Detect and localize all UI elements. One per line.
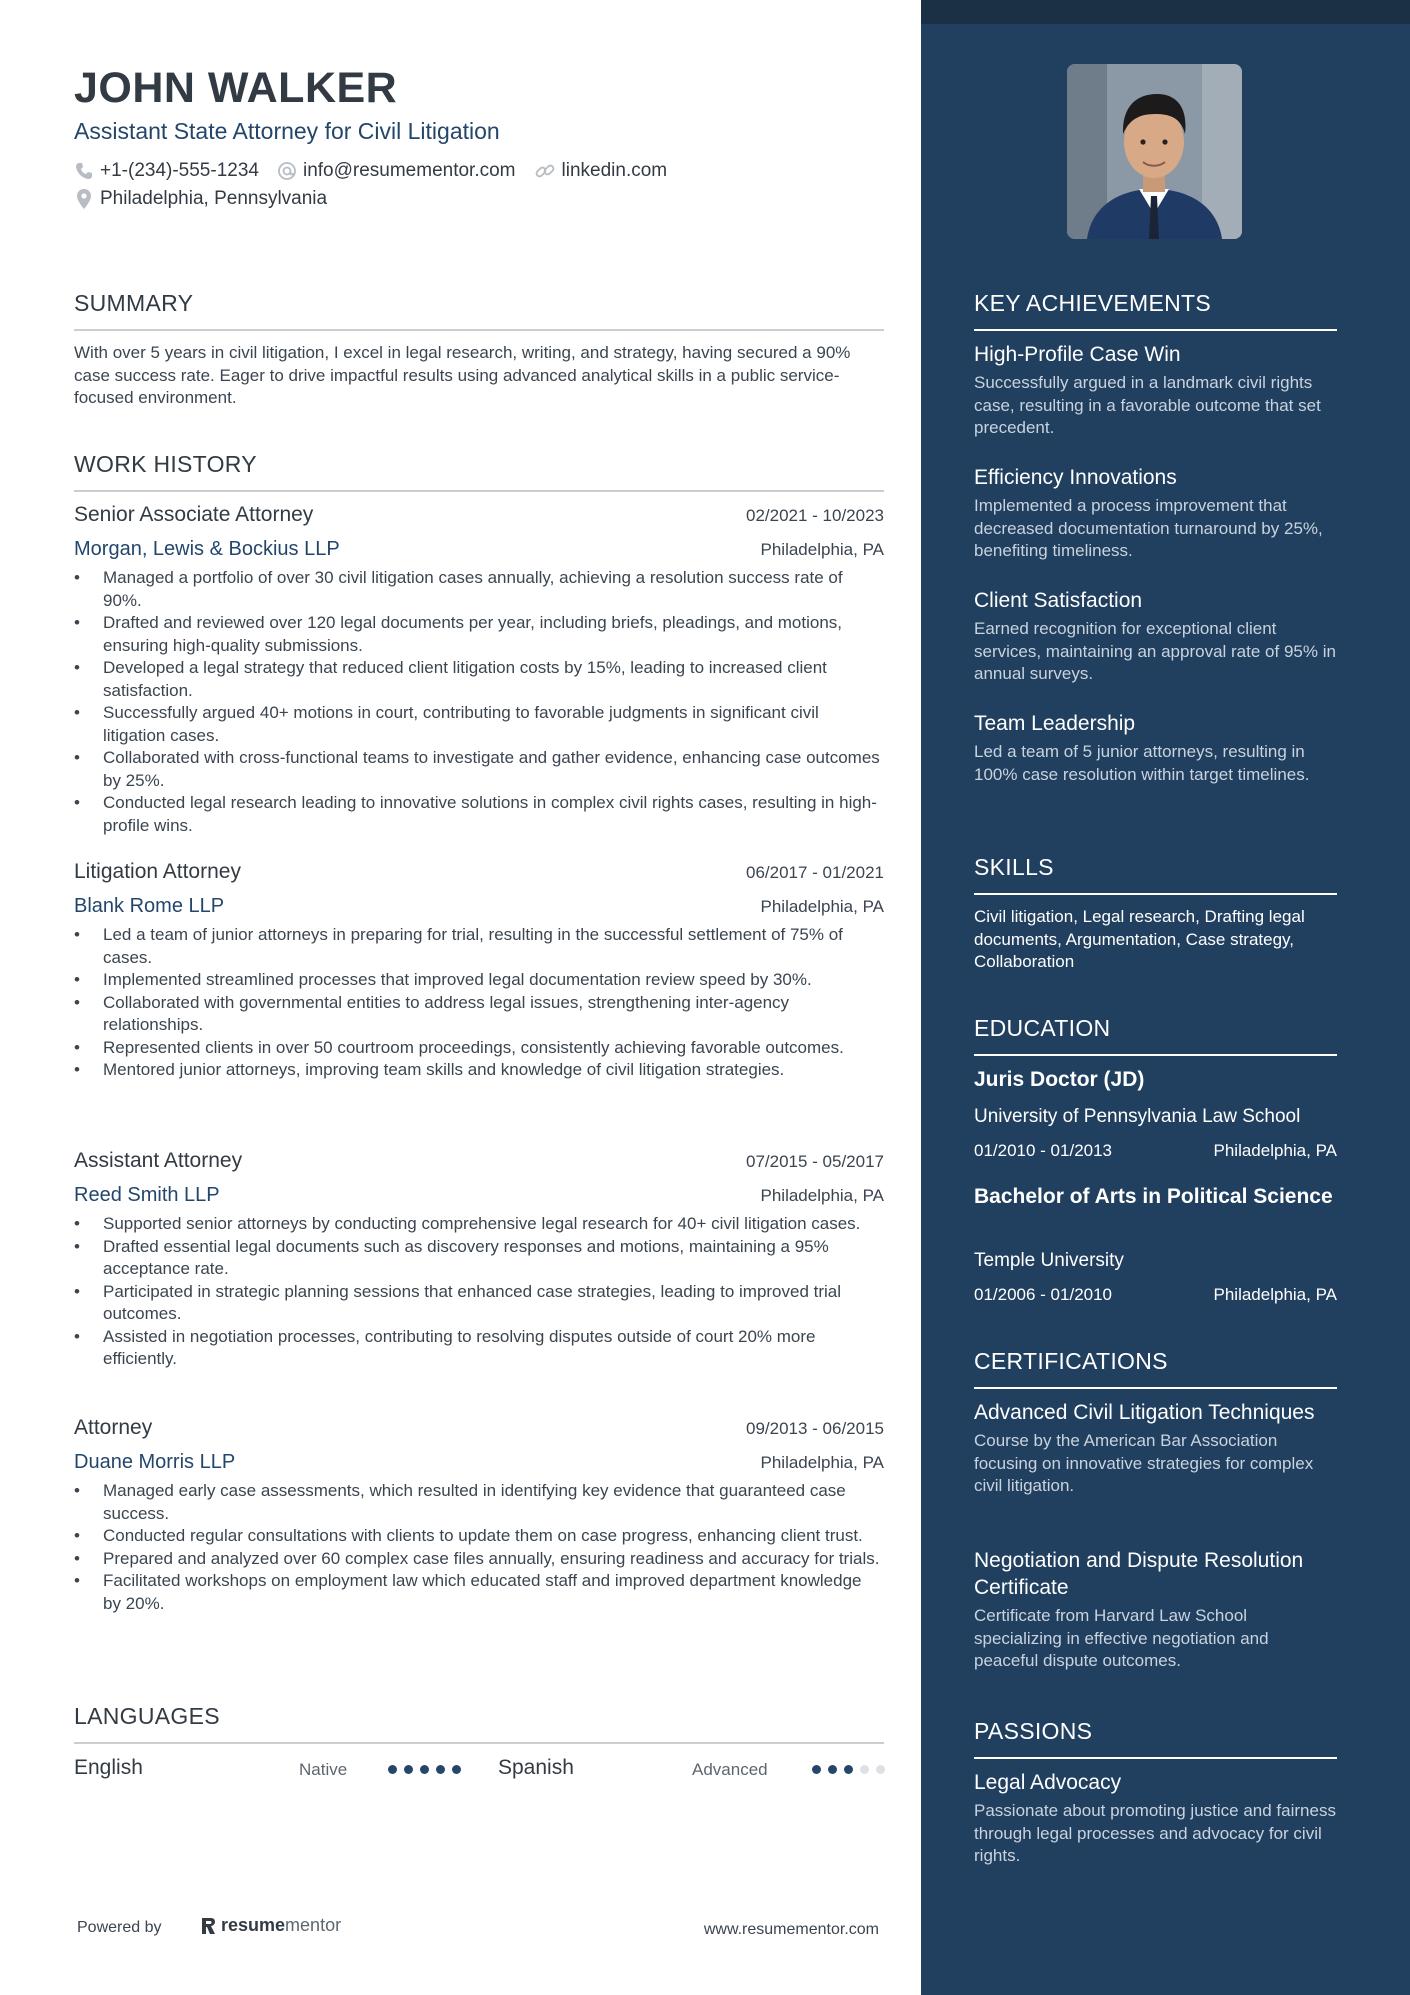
achievement-desc: Successfully argued in a landmark civil rights case, resulting in a favorable outcome that set precedent. [974,373,1321,437]
contact-row-2 [74,188,345,210]
phone-icon [74,161,94,181]
certification-item [974,1399,1337,1498]
passions-heading: PASSIONS [974,1718,1093,1744]
achievements-heading: KEY ACHIEVEMENTS [974,290,1212,316]
job-role: Attorney [74,1416,153,1439]
job-bullets [74,924,884,1082]
achievement-title: Client Satisfaction [974,589,1143,612]
certification-title: Negotiation and Dispute Resolution Certificate [974,1549,1304,1599]
languages-rule [74,1742,884,1744]
job-dates: 02/2021 - 10/2023 [745,506,884,525]
certification-desc: Course by the American Bar Association focusing on innovative strategies for complex civil litigation. [974,1431,1314,1495]
job-bullet: • Developed a legal strategy that reduced client litigation costs by 15%, leading to increased client satisfaction. [74,657,884,702]
job-role: Assistant Attorney [74,1149,243,1172]
job-company: Reed Smith LLP [74,1184,220,1206]
language-rating [388,1765,468,1774]
job-dates: 07/2015 - 05/2017 [745,1152,884,1171]
job-bullet: • Supported senior attorneys by conducting comprehensive legal research for 40+ civil litigation cases. [74,1213,884,1236]
contact-email[interactable] [277,160,516,182]
contact-linkedin[interactable] [534,160,668,182]
achievement-title: Team Leadership [974,712,1136,735]
work-history-heading: WORK HISTORY [74,451,257,477]
profile-photo [1067,64,1242,239]
linkedin-text[interactable]: linkedin.com [561,160,668,181]
job-company: Duane Morris LLP [74,1451,236,1473]
sidebar-top-band [921,0,1410,24]
summary-text: With over 5 years in civil litigation, I excel in legal research, writing, and strategy, having secured a 90% case success rate. Eager to drive impactful results using advanced analytical skills in a public service-focused environment. [74,343,851,407]
candidate-title: Assistant State Attorney for Civil Litigation [74,118,500,144]
education-heading: EDUCATION [974,1015,1111,1041]
work-history-rule [74,490,884,492]
job-bullet: • Represented clients in over 50 courtroom proceedings, consistently achieving favorable outcomes. [74,1037,884,1060]
job-bullet: • Implemented streamlined processes that improved legal documentation review speed by 30%. [74,969,884,992]
job-role: Litigation Attorney [74,860,241,883]
language-level: Advanced [692,1760,768,1779]
job-bullet: • Prepared and analyzed over 60 complex case files annually, ensuring readiness and accuracy for trials. [74,1548,884,1571]
job-location: Philadelphia, PA [760,540,884,559]
resumementor-logo[interactable] [199,1915,341,1936]
summary-rule [74,329,884,331]
languages-heading: LANGUAGES [74,1703,220,1729]
job-bullet: • Participated in strategic planning sessions that enhanced case strategies, leading to improved trial outcomes. [74,1281,884,1326]
language-level: Native [299,1760,348,1779]
language-item [74,1756,474,1786]
job-bullet: • Facilitated workshops on employment law which educated staff and improved department knowledge by 20%. [74,1570,884,1615]
education-degree: Bachelor of Arts in Political Science [974,1185,1333,1208]
achievement-item [974,710,1337,786]
job-bullet: • Successfully argued 40+ motions in court, contributing to favorable judgments in significant civil litigation cases. [74,702,884,747]
skills-text: Civil litigation, Legal research, Drafting legal documents, Argumentation, Case strategy, Collaboration [974,907,1305,971]
profile-portrait-image [1067,64,1242,239]
rating-dot-filled [844,1765,853,1774]
footer-url[interactable]: www.resumementor.com [703,1921,879,1938]
job-bullet: • Assisted in negotiation processes, contributing to resolving disputes outside of court 20% more efficiently. [74,1326,884,1371]
job-bullet: • Drafted and reviewed over 120 legal documents per year, including briefs, pleadings, and motions, ensuring high-quality submissions. [74,612,884,657]
certification-desc: Certificate from Harvard Law School specializing in effective negotiation and peaceful dispute outcomes. [974,1606,1269,1670]
language-rating [812,1765,892,1774]
achievement-item [974,464,1337,563]
skills-rule [974,893,1337,895]
job-location: Philadelphia, PA [760,897,884,916]
education-rule [974,1054,1337,1056]
job-bullet: • Mentored junior attorneys, improving team skills and knowledge of civil litigation strategies. [74,1059,884,1082]
job-role: Senior Associate Attorney [74,503,314,526]
email-text[interactable]: info@resumementor.com [302,160,516,181]
language-name: Spanish [498,1756,574,1779]
education-degree: Juris Doctor (JD) [974,1068,1145,1091]
achievements-rule [974,329,1337,331]
location-pin-icon [74,188,94,210]
job-bullet: • Conducted regular consultations with clients to update them on case progress, enhancing client trust. [74,1525,884,1548]
language-name: English [74,1756,143,1779]
passions-rule [974,1757,1337,1759]
logo-text-light: mentor [285,1915,342,1935]
certification-title: Advanced Civil Litigation Techniques [974,1401,1315,1424]
achievement-item [974,341,1337,440]
job-bullets [74,567,884,837]
education-location: Philadelphia, PA [1213,1285,1337,1304]
skills-heading: SKILLS [974,854,1054,880]
job-company: Blank Rome LLP [74,895,225,917]
achievement-title: High-Profile Case Win [974,343,1181,366]
achievement-desc: Led a team of 5 junior attorneys, resulting in 100% case resolution within target timelines. [974,742,1310,784]
job-bullet: • Drafted essential legal documents such as discovery responses and motions, maintaining a 95% acceptance rate. [74,1236,884,1281]
language-item [498,1756,884,1786]
logo-text-bold: resume [221,1915,286,1935]
education-school: Temple University [974,1250,1124,1271]
job-dates: 06/2017 - 01/2021 [745,863,884,882]
achievement-desc: Implemented a process improvement that decreased documentation turnaround by 25%, benefiting timeliness. [974,496,1323,560]
contact-row-1 [74,160,685,182]
passion-desc: Passionate about promoting justice and fairness through legal processes and advocacy for civil rights. [974,1801,1336,1865]
education-dates: 01/2006 - 01/2010 [974,1285,1113,1304]
phone-text: +1-(234)-555-1234 [100,160,259,181]
rating-dot-filled [404,1765,413,1774]
rating-dot-filled [812,1765,821,1774]
certification-item [974,1547,1337,1673]
passion-title: Legal Advocacy [974,1771,1122,1794]
rating-dot-filled [452,1765,461,1774]
contact-location [74,188,327,210]
job-bullet: • Conducted legal research leading to innovative solutions in complex civil rights cases, resulting in high-profile wins. [74,792,884,837]
link-icon [534,160,556,182]
contact-phone [74,160,259,182]
job-bullets [74,1213,884,1371]
rating-dot-filled [436,1765,445,1774]
rating-dot-empty [860,1765,869,1774]
job-company: Morgan, Lewis & Bockius LLP [74,538,340,560]
rating-dot-filled [420,1765,429,1774]
job-bullet: • Collaborated with governmental entities to address legal issues, strengthening inter-agency relationships. [74,992,884,1037]
rating-dot-empty [876,1765,885,1774]
location-text: Philadelphia, Pennsylvania [100,188,328,209]
job-dates: 09/2013 - 06/2015 [745,1419,884,1438]
education-location: Philadelphia, PA [1213,1141,1337,1160]
rating-dot-filled [828,1765,837,1774]
certifications-heading: CERTIFICATIONS [974,1348,1168,1374]
at-icon [277,161,297,181]
achievement-desc: Earned recognition for exceptional client services, maintaining an approval rate of 95% in annual surveys. [974,619,1336,683]
passion-item [974,1769,1337,1868]
job-location: Philadelphia, PA [760,1453,884,1472]
job-bullet: • Managed a portfolio of over 30 civil litigation cases annually, achieving a resolution success rate of 90%. [74,567,884,612]
job-location: Philadelphia, PA [760,1186,884,1205]
sidebar [921,0,1410,1995]
summary-heading: SUMMARY [74,290,194,316]
education-school: University of Pennsylvania Law School [974,1106,1301,1127]
rating-dot-filled [388,1765,397,1774]
job-bullet: • Collaborated with cross-functional teams to investigate and gather evidence, enhancing case outcomes by 25%. [74,747,884,792]
powered-by-label: Powered by [77,1919,162,1936]
candidate-name: JOHN WALKER [74,64,398,112]
achievement-title: Efficiency Innovations [974,466,1177,489]
certifications-rule [974,1387,1337,1389]
job-bullet: • Managed early case assessments, which resulted in identifying key evidence that guaranteed case success. [74,1480,884,1525]
achievement-item [974,587,1337,686]
job-bullets [74,1480,884,1615]
job-bullet: • Led a team of junior attorneys in preparing for trial, resulting in the successful settlement of 75% of cases. [74,924,884,969]
resumementor-logo-icon [199,1916,217,1936]
education-dates: 01/2010 - 01/2013 [974,1141,1113,1160]
